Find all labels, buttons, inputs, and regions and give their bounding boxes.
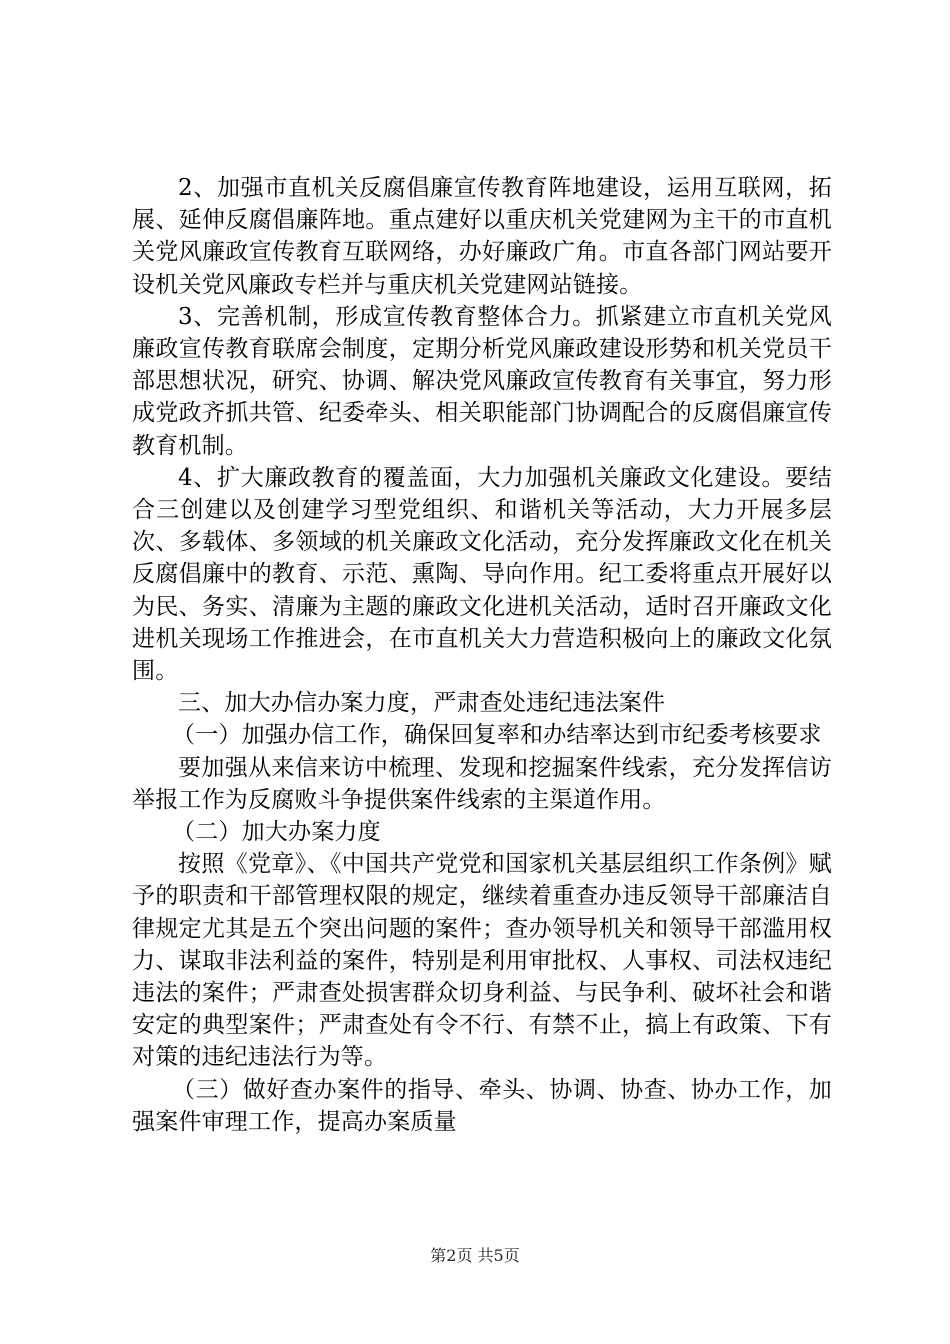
subsection-heading-1: （一）加强办信工作，确保回复率和办结率达到市纪委考核要求 — [172, 722, 822, 749]
paragraph-item-2: 2、加强市直机关反腐倡廉宣传教育阵地建设，运用互联网，拓展、延伸反腐倡廉阵地。重点建好以重庆机关党建网为主干的市直机关党风廉政宣传教育互联网络，办好廉政广角。市直各部门网站要开设机关党风廉政专栏并与重庆机关党建网站链接。 — [132, 175, 832, 298]
paragraph-case-handling: 按照《党章》、《中国共产党党和国家机关基层组织工作条例》赋予的职责和干部管理权限的规定，继续着重查办违反领导干部廉洁自律规定尤其是五个突出问题的案件；查办领导机关和领导干部滥用权力、谋取非法利益的案件，特别是利用审批权、人事权、司法权违纪违法的案件；严肃查处损害群众切身利益、与民争利、破坏社会和谐安定的典型案件；严肃查处有令不行、有禁不止，搞上有政策、下有对策的违纪违法行为等。 — [132, 851, 832, 1071]
subsection-heading-2: （二）加大办案力度 — [172, 819, 381, 846]
paragraph-item-4: 4、扩大廉政教育的覆盖面，大力加强机关廉政文化建设。要结合三创建以及创建学习型党组织、和谐机关等活动，大力开展多层次、多载体、多领域的机关廉政文化活动，充分发挥廉政文化在机关反腐倡廉中的教育、示范、熏陶、导向作用。纪工委将重点开展好以为民、务实、清廉为主题的廉政文化进机关活动，适时召开廉政文化进机关现场工作推进会，在市直机关大力营造积极向上的廉政文化氛围。 — [132, 464, 832, 685]
page-indicator: 第2页 共5页 — [430, 1246, 520, 1265]
paragraph-letters: 要加强从来信来访中梳理、发现和挖掘案件线索，充分发挥信访举报工作为反腐败斗争提供案件线索的主渠道作用。 — [132, 754, 832, 813]
page-footer — [0, 1243, 950, 1266]
paragraph-item-3: 3、完善机制，形成宣传教育整体合力。抓紧建立市直机关党风廉政宣传教育联席会制度，定期分析党风廉政建设形势和机关党员干部思想状况，研究、协调、解决党风廉政宣传教育有关事宜，努力形成党政齐抓共管、纪委牵头、相关职能部门协调配合的反腐倡廉宣传教育机制。 — [132, 303, 832, 459]
subsection-heading-3: （三）做好查办案件的指导、牵头、协调、协查、协办工作，加强案件审理工作，提高办案质量 — [132, 1076, 832, 1135]
document-body — [132, 172, 832, 1138]
section-heading-3: 三、加大办信办案力度，严肃查处违纪违法案件 — [178, 690, 666, 717]
